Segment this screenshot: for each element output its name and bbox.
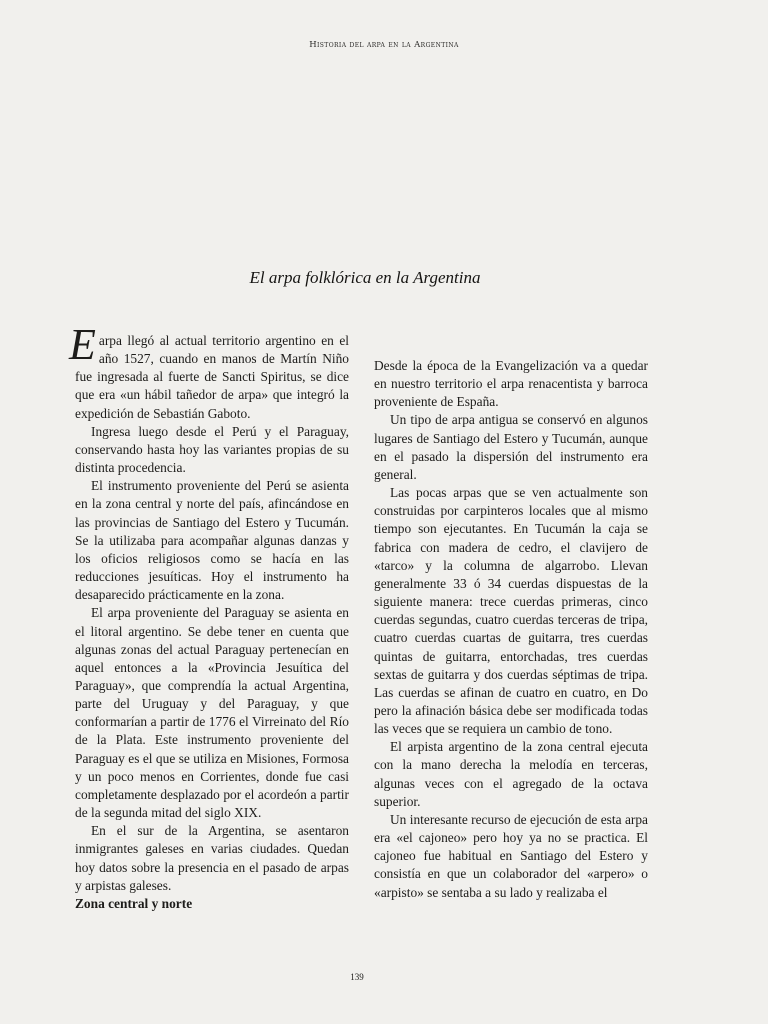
drop-cap-initial: E (69, 320, 96, 369)
paragraph: En el sur de la Argentina, se asentaron inmigrantes galeses en varias ciudades. Quedan hoy datos sobre la presencia en el pasado de arpas y arpistas galeses. (75, 823, 349, 893)
paragraph: Desde la época de la Evangelización va a quedar en nuestro territorio el arpa renacentista y barroca proveniente de España. (374, 358, 648, 410)
subheading: Zona central y norte (75, 895, 193, 911)
section-title: El arpa folklórica en la Argentina (249, 268, 481, 287)
paragraph: El arpa proveniente del Paraguay se asienta en el litoral argentino. Se debe tener en cuenta que algunas zonas del actual Paraguay pertenecían en aquel entonces a la «Provincia Jesuítica del Paraguay», que comprendía la actual Argentina, parte del Uruguay y del Paraguay, y que conformarían a partir de 1776 el Virreinato del Río de la Plata. Este instrumento proveniente del Paraguay es el que se utiliza en Misiones, Formosa y un poco menos en Corrientes, donde fue casi completamente desplazado por el acordeón a partir de la segunda mitad del siglo XIX. (75, 605, 349, 821)
paragraph (69, 320, 349, 423)
paragraph: El arpista argentino de la zona central ejecuta con la mano derecha la melodía en terceras, algunas veces con el agregado de la octava superior. (374, 739, 648, 809)
running-head: Historia del arpa en la Argentina (309, 40, 459, 50)
paragraph: Un tipo de arpa antigua se conservó en algunos lugares de Santiago del Estero y Tucumán, aunque en el pasado la dispersión del instrumento era general. (374, 412, 648, 482)
page-number: 139 (350, 972, 364, 982)
paragraph-text: arpa llegó al actual territorio argentino en el año 1527, cuando en manos de Martín Niño fue ingresada al fuerte de Sancti Spiritus, se dice que era «un hábil tañedor de arpa» que integró la expedición de Sebastián Gaboto. (75, 333, 349, 421)
paragraph: Un interesante recurso de ejecución de esta arpa era «el cajoneo» pero hoy ya no se practica. El cajoneo fue habitual en Santiago del Estero y consistía en que un colaborador del «arpero» o «arpisto» se sentaba a su lado y realizaba el (374, 811, 648, 900)
right-column (374, 357, 648, 902)
paragraph: Ingresa luego desde el Perú y el Paraguay, conservando hasta hoy las variantes propias de su distinta procedencia. (75, 423, 349, 476)
paragraph: El instrumento proveniente del Perú se asienta en la zona central y norte del país, afincándose en las provincias de Santiago del Estero y Tucumán. Se la utilizaba para acompañar algunas danzas y los oficios religiosos como se hacía en las reducciones jesuíticas. Hoy el instrumento ha desaparecido prácticamente en la zona. (75, 478, 349, 603)
paragraph: Las pocas arpas que se ven actualmente son construidas por carpinteros locales que al mismo tiempo son ejecutantes. En Tucumán la caja se fabrica con madera de cedro, el clavijero de «tarco» y la columna de algarrobo. Llevan generalmente 33 ó 34 cuerdas dispuestas de la siguiente manera: trece cuerdas primeras, cinco cuerdas segundas, cuatro cuerdas terceras de tripa, cuatro cuerdas cuartas de guitarra, tres cuerdas quintas de guitarra, entorchadas, tres cuerdas sextas de guitarra y dos cuerdas séptimas de tripa. Las cuerdas se afinan de cuatro en cuatro, en Do pero la afinación básica debe ser modificada todas las veces que se requiera un cambio de tono. (374, 485, 648, 737)
left-column (69, 320, 349, 913)
